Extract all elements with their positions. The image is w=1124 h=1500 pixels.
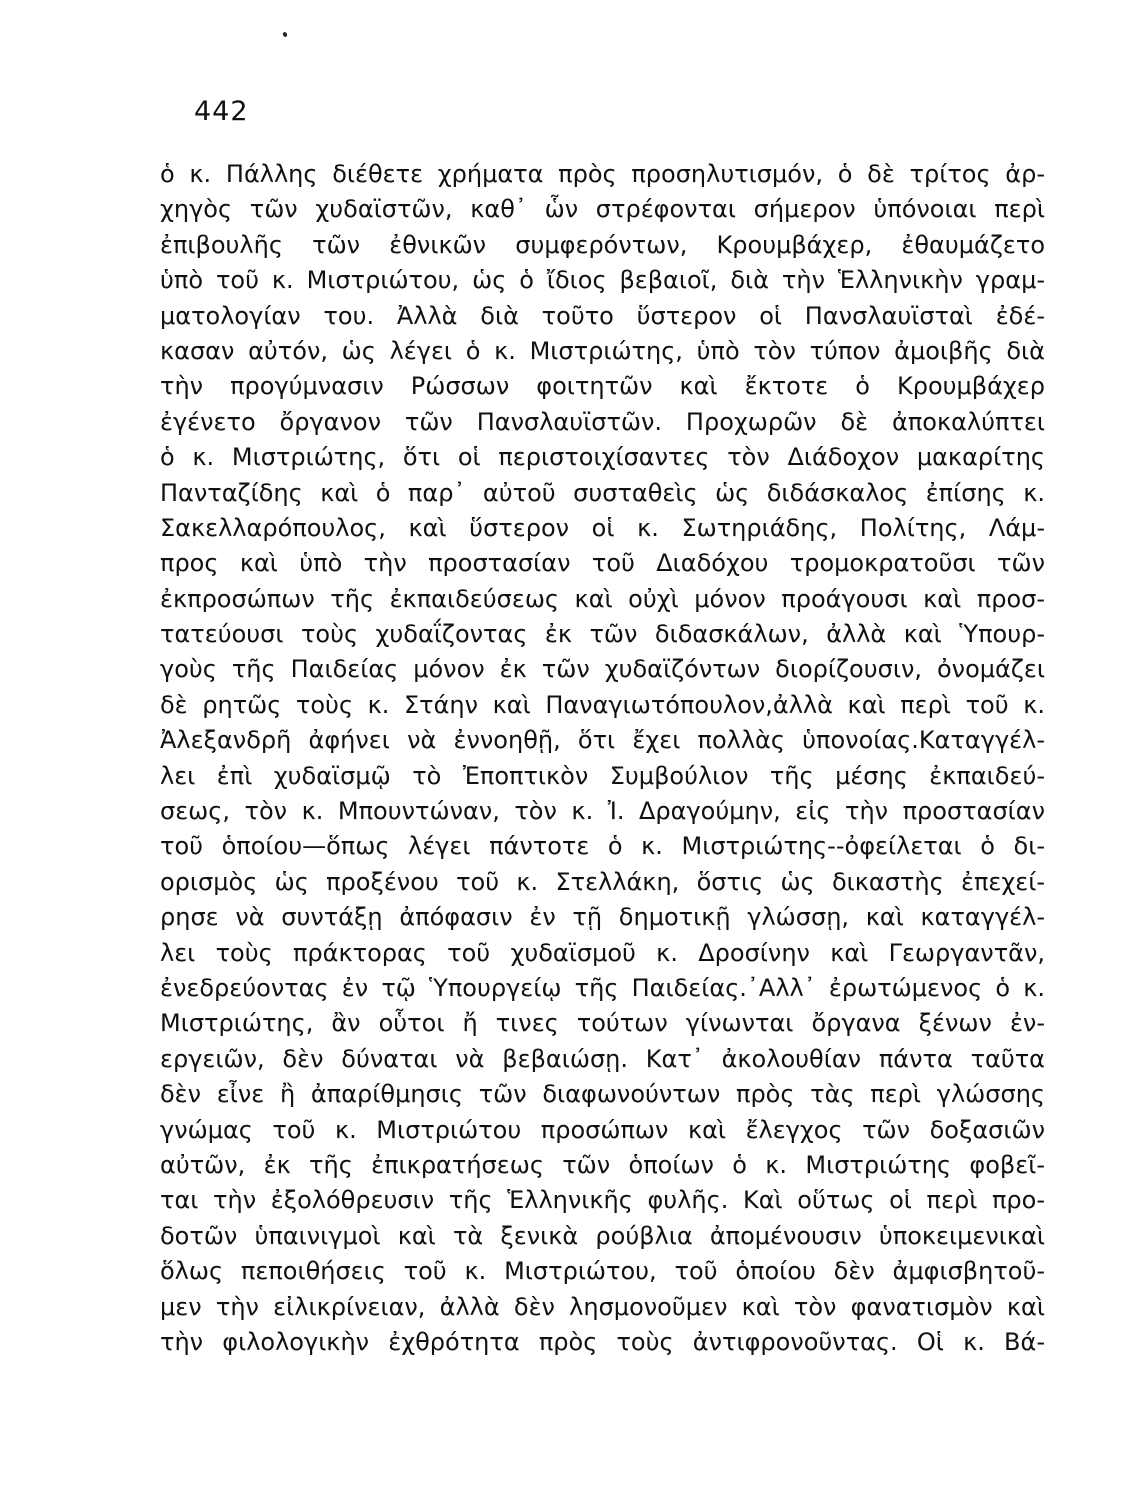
text-line: τοῦ ὁποίου—ὅπως λέγει πάντοτε ὁ κ. Μιστριώτης--ὀφείλεται ὁ δι- xyxy=(160,832,1045,861)
text-line: δὲ ρητῶς τοὺς κ. Στάην καὶ Παναγιωτόπουλον,ἀλλὰ καὶ περὶ τοῦ κ. xyxy=(160,690,1045,719)
text-line: Πανταζίδης καὶ ὁ παρ᾽ αὐτοῦ συσταθεὶς ὡς διδάσκαλος ἐπίσης κ. xyxy=(160,478,1045,507)
text-line: ματολογίαν του. Ἀλλὰ διὰ τοῦτο ὕστερον οἱ Πανσλαυϊσταὶ ἐδέ- xyxy=(160,301,1045,330)
text-line: χηγὸς τῶν χυδαϊστῶν, καθ᾽ ὧν στρέφονται σήμερον ὑπόνοιαι περὶ xyxy=(160,195,1045,224)
text-line: προς καὶ ὑπὸ τὴν προστασίαν τοῦ Διαδόχου τρομοκρατοῦσι τῶν xyxy=(160,549,1045,578)
text-line: λει ἐπὶ χυδαϊσμῷ τὸ Ἐποπτικὸν Συμβούλιον τῆς μέσης ἐκπαιδεύ- xyxy=(160,761,1045,790)
text-line: μεν τὴν εἰλικρίνειαν, ἀλλὰ δὲν λησμονοῦμεν καὶ τὸν φανατισμὸν καὶ xyxy=(160,1292,1045,1321)
text-line: τὴν φιλολογικὴν ἐχθρότητα πρὸς τοὺς ἀντιφρονοῦντας. Οἱ κ. Βά- xyxy=(160,1327,1045,1356)
text-line: ὅλως πεποιθήσεις τοῦ κ. Μιστριώτου, τοῦ ὁποίου δὲν ἀμφισβητοῦ- xyxy=(160,1257,1045,1286)
text-line: εργειῶν, δὲν δύναται νὰ βεβαιώσῃ. Κατ᾽ ἀκολουθίαν πάντα ταῦτα xyxy=(160,1044,1045,1073)
text-line: Σακελλαρόπουλος, καὶ ὕστερον οἱ κ. Σωτηριάδης, Πολίτης, Λάμ- xyxy=(160,513,1045,542)
text-line: ἐκπροσώπων τῆς ἐκπαιδεύσεως καὶ οὐχὶ μόνον προάγουσι καὶ προσ- xyxy=(160,584,1045,613)
text-line: σεως, τὸν κ. Μπουντώναν, τὸν κ. Ἰ. Δραγούμην, εἰς τὴν προστασίαν xyxy=(160,797,1045,826)
text-line: τὴν προγύμνασιν Ρώσσων φοιτητῶν καὶ ἔκτοτε ὁ Κρουμβάχερ xyxy=(160,372,1045,401)
text-line: λει τοὺς πράκτορας τοῦ χυδαϊσμοῦ κ. Δροσίνην καὶ Γεωργαντᾶν, xyxy=(160,938,1045,967)
page-number: 442 xyxy=(194,96,249,127)
text-line: τατεύουσι τοὺς χυδαΐζοντας ἐκ τῶν διδασκάλων, ἀλλὰ καὶ Ὑπουρ- xyxy=(160,620,1045,649)
text-line: αὐτῶν, ἐκ τῆς ἐπικρατήσεως τῶν ὁποίων ὁ κ. Μιστριώτης φοβεῖ- xyxy=(160,1150,1045,1179)
text-line: ὁ κ. Μιστριώτης, ὅτι οἱ περιστοιχίσαντες τὸν Διάδοχον μακαρίτης xyxy=(160,443,1045,472)
text-line: Μιστριώτης, ἂν οὗτοι ἤ τινες τούτων γίνωνται ὄργανα ξένων ἐν- xyxy=(160,1009,1045,1038)
text-line: γοὺς τῆς Παιδείας μόνον ἐκ τῶν χυδαϊζόντων διορίζουσιν, ὀνομάζει xyxy=(160,655,1045,684)
text-line: ἐγένετο ὄργανον τῶν Πανσλαυϊστῶν. Προχωρῶν δὲ ἀποκαλύπτει xyxy=(160,407,1045,436)
text-line: ἐνεδρεύοντας ἐν τῷ Ὑπουργείῳ τῆς Παιδείας.᾿Αλλ᾽ ἐρωτώμενος ὁ κ. xyxy=(160,973,1045,1002)
text-line: δὲν εἶνε ἢ ἀπαρίθμησις τῶν διαφωνούντων πρὸς τὰς περὶ γλώσσης xyxy=(160,1080,1045,1109)
text-line: ρησε νὰ συντάξῃ ἀπόφασιν ἐν τῇ δημοτικῇ γλώσσῃ, καὶ καταγγέλ- xyxy=(160,903,1045,932)
print-speck xyxy=(282,31,288,37)
text-line: ται τὴν ἐξολόθρευσιν τῆς Ἑλληνικῆς φυλῆς. Καὶ οὕτως οἱ περὶ προ- xyxy=(160,1186,1045,1215)
body-text xyxy=(160,157,1045,1360)
text-line: κασαν αὐτόν, ὡς λέγει ὁ κ. Μιστριώτης, ὑπὸ τὸν τύπον ἀμοιβῆς διὰ xyxy=(160,336,1045,365)
text-line: ορισμὸς ὡς προξένου τοῦ κ. Στελλάκη, ὅστις ὡς δικαστὴς ἐπεχεί- xyxy=(160,867,1045,896)
text-line: ὁ κ. Πάλλης διέθετε χρήματα πρὸς προσηλυτισμόν, ὁ δὲ τρίτος ἀρ- xyxy=(160,160,1045,188)
text-line: ὑπὸ τοῦ κ. Μιστριώτου, ὡς ὁ ἴδιος βεβαιοῖ, διὰ τὴν Ἑλληνικὴν γραμ- xyxy=(160,266,1045,295)
text-line: δοτῶν ὑπαινιγμοὶ καὶ τὰ ξενικὰ ρούβλια ἀπομένουσιν ὑποκειμενικαὶ xyxy=(160,1221,1045,1250)
text-line: Ἀλεξανδρῆ ἀφήνει νὰ ἐννοηθῇ, ὅτι ἔχει πολλὰς ὑπονοίας.Καταγγέλ- xyxy=(160,726,1045,755)
text-line: γνώμας τοῦ κ. Μιστριώτου προσώπων καὶ ἔλεγχος τῶν δοξασιῶν xyxy=(160,1115,1045,1144)
text-line: ἐπιβουλῆς τῶν ἐθνικῶν συμφερόντων, Κρουμβάχερ, ἐθαυμάζετο xyxy=(160,230,1045,259)
